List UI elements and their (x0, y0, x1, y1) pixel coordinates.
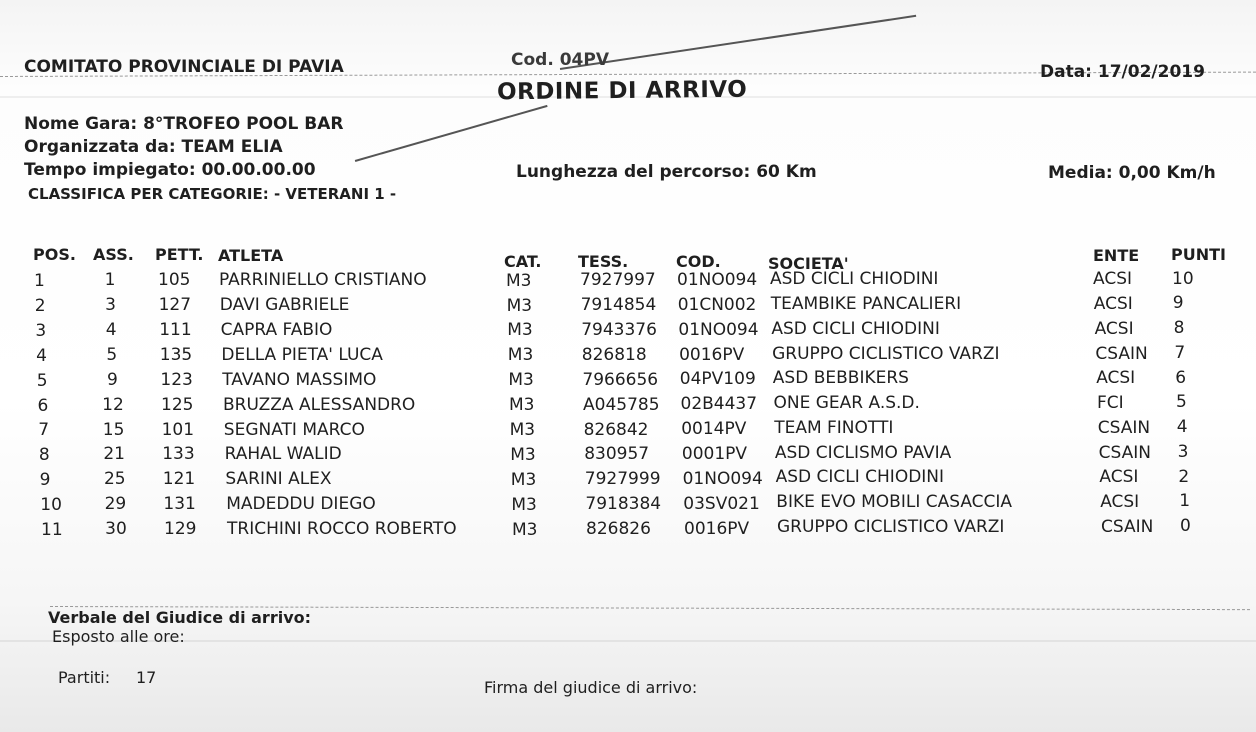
column-header-punti: PUNTI (1171, 245, 1226, 264)
cell-atleta: DAVI GABRIELE (219, 295, 350, 316)
cell-atleta: TRICHINI ROCCO ROBERTO (227, 519, 457, 539)
cell-cat: M3 (510, 444, 536, 465)
column-header-pett: PETT. (155, 245, 204, 264)
cell-tess: 830957 (584, 444, 650, 465)
cell-cod: 01NO094 (677, 270, 758, 291)
cell-cat: M3 (506, 270, 532, 291)
firma-label: Firma del giudice di arrivo: (484, 678, 698, 697)
cell-ass: 30 (105, 519, 127, 539)
cell-cod: 02B4437 (680, 394, 758, 415)
cell-cod: 0014PV (681, 419, 747, 440)
document-date: Data: 17/02/2019 (1040, 62, 1205, 82)
pen-stroke (560, 15, 916, 70)
cell-tess: 7918384 (585, 494, 662, 515)
cell-pett: 129 (164, 519, 197, 539)
page-title: ORDINE DI ARRIVO (496, 76, 748, 106)
esposto-label: Esposto alle ore: (52, 627, 185, 646)
cell-societa: ASD CICLI CHIODINI (771, 318, 940, 339)
cell-societa: ASD CICLISMO PAVIA (774, 442, 952, 463)
race-time: Tempo impiegato: 00.00.00.00 (24, 160, 316, 180)
cell-ente: CSAIN (1101, 517, 1154, 537)
cell-atleta: DELLA PIETA' LUCA (221, 344, 383, 365)
cell-tess: 826818 (581, 344, 647, 365)
race-length: Lunghezza del percorso: 60 Km (516, 162, 817, 182)
cell-pett: 131 (163, 494, 196, 515)
cell-tess: 826842 (583, 419, 649, 440)
cell-tess: 826826 (586, 519, 651, 539)
cell-pett: 133 (162, 444, 195, 465)
cell-societa: TEAMBIKE PANCALIERI (770, 293, 962, 314)
cell-ente: ACSI (1096, 368, 1136, 389)
cell-ass: 21 (103, 444, 125, 465)
cell-ass: 4 (105, 320, 117, 341)
cell-societa: GRUPPO CICLISTICO VARZI (777, 517, 1005, 537)
cell-atleta: CAPRA FABIO (220, 320, 333, 341)
cell-pos: 5 (36, 370, 48, 391)
cell-societa: GRUPPO CICLISTICO VARZI (772, 343, 1000, 364)
cell-societa: ONE GEAR A.S.D. (773, 393, 920, 414)
cell-tess: A045785 (583, 394, 660, 415)
cell-pett: 111 (159, 320, 192, 341)
cell-tess: 7966656 (582, 369, 659, 390)
cell-punti: 5 (1176, 392, 1187, 413)
cell-ente: ACSI (1099, 467, 1139, 488)
cell-cat: M3 (507, 320, 533, 341)
partiti-label: Partiti: (58, 668, 111, 687)
cell-ass: 15 (102, 419, 125, 440)
cell-ass: 29 (104, 494, 127, 515)
cell-atleta: MADEDDU DIEGO (226, 494, 376, 515)
cell-societa: ASD CICLI CHIODINI (775, 467, 945, 488)
cell-cat: M3 (508, 370, 534, 391)
cell-ass: 1 (104, 270, 116, 291)
cell-cod: 03SV021 (683, 493, 760, 514)
verbale-heading: Verbale del Giudice di arrivo: (48, 608, 312, 627)
cell-cat: M3 (509, 395, 535, 416)
cell-cod: 0001PV (681, 443, 748, 464)
cell-societa: TEAM FINOTTI (774, 417, 894, 438)
column-header-cod: COD. (676, 252, 721, 271)
cell-punti: 7 (1174, 342, 1186, 363)
cell-atleta: PARRINIELLO CRISTIANO (219, 270, 427, 291)
cell-tess: 7927997 (580, 270, 656, 291)
race-organizer: Organizzata da: TEAM ELIA (24, 137, 283, 157)
cell-ass: 5 (106, 344, 118, 365)
cell-punti: 3 (1177, 441, 1189, 462)
cell-ente: ACSI (1100, 492, 1140, 513)
cell-punti: 4 (1176, 417, 1188, 438)
cell-cod: 01NO094 (678, 319, 759, 340)
cell-atleta: SARINI ALEX (225, 469, 332, 490)
cell-pett: 127 (158, 295, 192, 316)
column-header-atleta: ATLETA (218, 246, 284, 265)
cell-pos: 1 (34, 271, 45, 291)
cell-pett: 121 (162, 469, 196, 490)
cell-punti: 9 (1172, 293, 1184, 314)
cell-punti: 2 (1178, 466, 1190, 487)
cell-ass: 9 (106, 369, 118, 390)
cell-pos: 3 (35, 320, 47, 341)
cell-pos: 11 (41, 520, 63, 540)
cell-ass: 12 (102, 394, 124, 415)
cell-ente: CSAIN (1097, 417, 1151, 438)
cell-cod: 04PV109 (679, 369, 756, 390)
cell-cod: 01NO094 (682, 468, 763, 489)
cell-cat: M3 (512, 519, 538, 540)
cell-pos: 9 (39, 470, 51, 491)
cell-cod: 01CN002 (677, 294, 757, 315)
cell-pett: 125 (161, 394, 194, 415)
column-header-ass: ASS. (93, 245, 134, 264)
partiti-value: 17 (136, 668, 157, 687)
committee-code: Cod. 04PV (511, 50, 609, 70)
cell-pos: 10 (40, 495, 62, 516)
cell-cat: M3 (511, 494, 537, 515)
cell-cod: 0016PV (684, 518, 750, 539)
cell-cat: M3 (507, 345, 534, 366)
cell-ente: CSAIN (1095, 343, 1148, 364)
cell-cat: M3 (510, 469, 537, 490)
cell-ente: ACSI (1093, 293, 1133, 314)
cell-atleta: TAVANO MASSIMO (222, 369, 377, 390)
cell-pos: 6 (37, 395, 49, 416)
column-header-tess: TESS. (578, 252, 629, 271)
cell-ente: CSAIN (1098, 442, 1151, 463)
cell-atleta: RAHAL WALID (224, 444, 342, 465)
cell-ente: FCI (1097, 393, 1124, 414)
cell-cat: M3 (509, 419, 536, 440)
cell-pett: 135 (159, 344, 193, 365)
cell-pos: 7 (38, 420, 50, 441)
cell-punti: 1 (1179, 491, 1191, 512)
cell-pett: 101 (161, 419, 195, 440)
cell-cat: M3 (506, 295, 533, 316)
race-name: Nome Gara: 8°TROFEO POOL BAR (24, 114, 344, 134)
cell-pos: 4 (36, 345, 47, 366)
column-header-ente: ENTE (1093, 246, 1140, 265)
cell-atleta: BRUZZA ALESSANDRO (223, 394, 416, 415)
cell-atleta: SEGNATI MARCO (223, 419, 365, 440)
cell-pett: 105 (158, 270, 191, 291)
column-header-societa: SOCIETA' (768, 254, 849, 273)
race-category: CLASSIFICA PER CATEGORIE: - VETERANI 1 - (28, 185, 397, 203)
committee-name: COMITATO PROVINCIALE DI PAVIA (24, 57, 344, 77)
cell-tess: 7927999 (584, 469, 661, 490)
cell-ente: ACSI (1093, 269, 1133, 290)
cell-punti: 0 (1180, 516, 1191, 536)
paper-fold (0, 640, 1256, 642)
cell-societa: ASD CICLI CHIODINI (770, 269, 939, 290)
cell-pett: 123 (160, 369, 193, 390)
cell-punti: 6 (1175, 367, 1187, 388)
column-header-cat: CAT. (504, 252, 542, 271)
cell-pos: 8 (38, 445, 50, 466)
pen-stroke (355, 105, 548, 162)
cell-punti: 10 (1172, 268, 1194, 289)
cell-cod: 0016PV (679, 344, 745, 365)
cell-tess: 7943376 (581, 320, 657, 341)
cell-ass: 25 (103, 469, 126, 490)
cell-societa: ASD BEBBIKERS (772, 368, 909, 389)
cell-ass: 3 (105, 295, 116, 316)
column-header-pos: POS. (33, 245, 76, 264)
cell-ente: ACSI (1094, 318, 1134, 339)
cell-tess: 7914854 (580, 295, 657, 316)
cell-pos: 2 (34, 295, 46, 316)
cell-societa: BIKE EVO MOBILI CASACCIA (776, 492, 1013, 513)
race-average: Media: 0,00 Km/h (1048, 163, 1216, 183)
cell-punti: 8 (1173, 318, 1185, 339)
